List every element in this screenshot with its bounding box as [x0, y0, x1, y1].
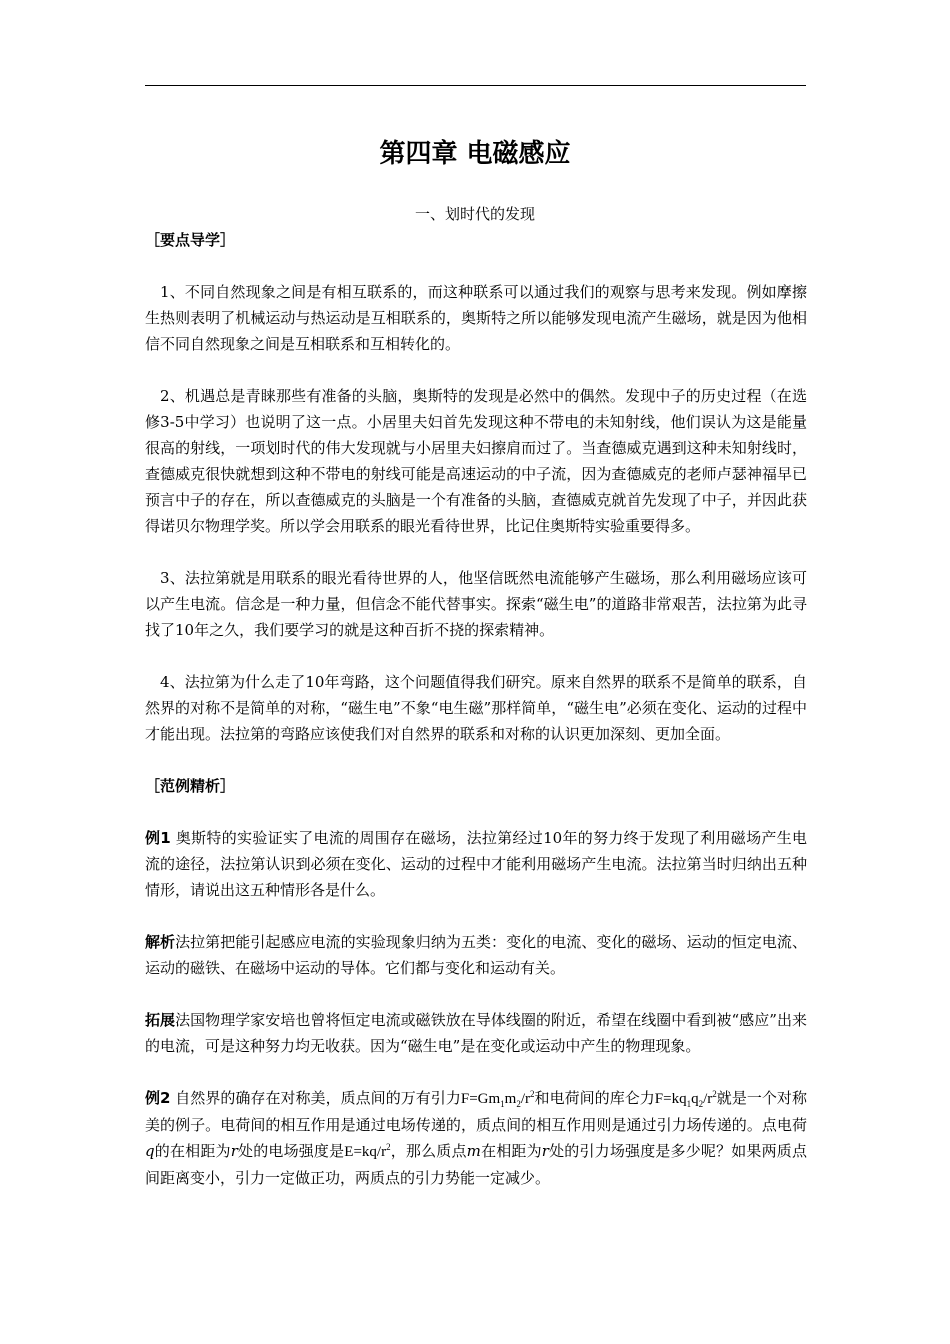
paragraph-2: 2、机遇总是青睐那些有准备的头脑，奥斯特的发现是必然中的偶然。发现中子的历史过程（在选修3-5中学习）也说明了这一点。小居里夫妇首先发现这种不带电的未知射线，他们误认为这是能量很高的射线，一项划时代的伟大发现就与小居里夫妇擦肩而过了。当查德威克遇到这种未知射线时，查德威克很快就想到这种不带电的射线可能是高速运动的中子流，因为查德威克的老师卢瑟神福早已预言中子的存在，所以查德威克的头脑是一个有准备的头脑，查德威克就首先发现了中子，并因此获得诺贝尔物理学奖。所以学会用联系的眼光看待世界，比记住奥斯特实验重要得多。	[145, 387, 807, 535]
extension-label: 拓展	[145, 1011, 176, 1029]
analysis	[145, 929, 807, 981]
example-1	[145, 825, 807, 903]
section-title: 一、划时代的发现	[414, 205, 535, 223]
field-formula: $E=kq/r^2$	[344, 1142, 391, 1160]
example-2-text-1: 自然界的确存在对称美，质点间的万有引力	[170, 1089, 461, 1107]
analysis-label: 解析	[145, 933, 176, 951]
example-2-text-4: 的在相距为	[154, 1142, 231, 1160]
example-2-text-5: 处的电场强度是	[237, 1142, 345, 1160]
examples-heading: ［范例精析］	[145, 777, 236, 795]
example-1-label: 例1	[145, 829, 171, 847]
example-2-text-6: ，那么质点	[390, 1142, 467, 1160]
gravity-formula: $F=Gm_1m_2/r^2$	[460, 1089, 535, 1109]
paragraph-3: 3、法拉第就是用联系的眼光看待世界的人，他坚信既然电流能够产生磁场，那么利用磁场应该可以产生电流。信念是一种力量，但信念不能代替事实。探索“磁生电”的道路非常艰苦，法拉第为此寻找了10年之久，我们要学习的就是这种百折不挠的探索精神。	[145, 569, 807, 639]
var-r-2: r	[541, 1142, 549, 1160]
paragraph-1: 1、不同自然现象之间是有相互联系的，而这种联系可以通过我们的观察与思考来发现。例如摩擦生热则表明了机械运动与热运动是互相联系的，奥斯特之所以能够发现电流产生磁场，就是因为他相信不同自然现象之间是互相联系和互相转化的。	[145, 283, 807, 353]
example-1-text: 奥斯特的实验证实了电流的周围存在磁场，法拉第经过10年的努力终于发现了利用磁场产生电流的途径，法拉第认识到必须在变化、运动的过程中才能利用磁场产生电流。法拉第当时归纳出五种情形，请说出这五种情形各是什么。	[145, 829, 808, 899]
chapter-title: 第四章 电磁感应	[379, 139, 571, 169]
analysis-text: 法拉第把能引起感应电流的实验现象归纳为五类：变化的电流、变化的磁场、运动的恒定电流、运动的磁铁、在磁场中运动的导体。它们都与变化和运动有关。	[145, 933, 807, 977]
header-rule	[145, 85, 806, 86]
var-q: q	[145, 1142, 155, 1160]
extension-text: 法国物理学家安培也曾将恒定电流或磁铁放在导体线圈的附近，希望在线圈中看到被“感应”出来的电流，可是这种努力均无收获。因为“磁生电”是在变化或运动中产生的物理现象。	[145, 1011, 807, 1055]
example-2-text-2: 和电荷间的库仑力	[534, 1089, 655, 1107]
coulomb-formula: $F=kq_1q_2/r^2$	[654, 1089, 717, 1109]
example-2	[145, 1085, 807, 1191]
example-2-text-8: 处的引力场强度是多少呢？如果两质点间距离变小，引力一定做正功，两质点的引力势能一定减少。	[145, 1142, 807, 1187]
paragraph-4: 4、法拉第为什么走了10年弯路，这个问题值得我们研究。原来自然界的联系不是简单的联系，自然界的对称不是简单的对称，“磁生电”不象“电生磁”那样简单，“磁生电”必须在变化、运动的过程中才能出现。法拉第的弯路应该使我们对自然界的联系和对称的认识更加深刻、更加全面。	[145, 673, 807, 743]
var-r: r	[230, 1142, 238, 1160]
example-2-text-3: 就是一个对称美的例子。电荷间的相互作用是通过电场传递的，质点间的相互作用则是通过引力场传递的。点电荷	[145, 1089, 807, 1134]
example-2-text-7: 在相距为	[480, 1142, 542, 1160]
document-body	[145, 227, 807, 1191]
key-points-heading: ［要点导学］	[145, 231, 236, 249]
extension	[145, 1007, 807, 1059]
example-2-label: 例2	[145, 1089, 171, 1107]
var-m: m	[466, 1142, 481, 1160]
